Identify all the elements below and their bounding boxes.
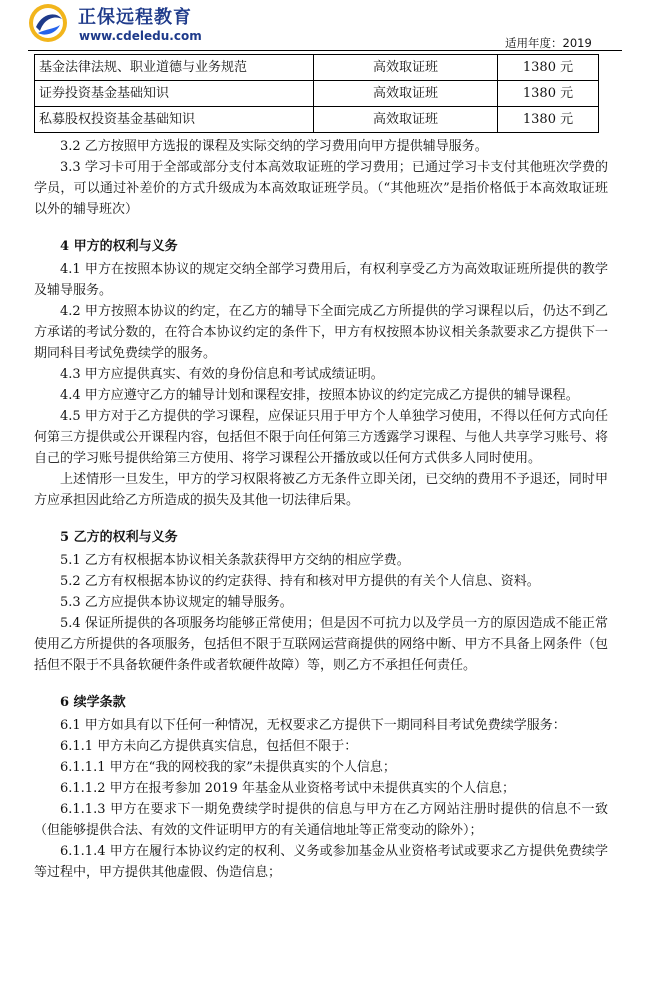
agreement-body bbox=[34, 136, 608, 883]
table-row bbox=[35, 81, 599, 107]
clause-4-1: 4.1 甲方在按照本协议的规定交纳全部学习费用后，有权利享受乙方为高效取证班所提供的教学及辅导服务。 bbox=[34, 262, 608, 298]
clause-3-2: 3.2 乙方按照甲方选报的课程及实际交纳的学习费用向甲方提供辅导服务。 bbox=[60, 139, 488, 154]
clause-6-1-1-1: 6.1.1.1 甲方在“我的网校我的家”未提供真实的个人信息； bbox=[60, 760, 396, 775]
clause-6-1-1-4: 6.1.1.4 甲方在履行本协议约定的权利、义务或参加基金从业资格考试或要求乙方提供免费续学等过程中，甲方提供其他虚假、伪造信息； bbox=[34, 844, 608, 880]
section-4-heading: 4 甲方的权利与义务 bbox=[60, 239, 178, 254]
course-cell: 私募股权投资基金基础知识 bbox=[35, 107, 314, 133]
clause-6-1-1: 6.1.1 甲方未向乙方提供真实信息，包括但不限于： bbox=[60, 739, 358, 754]
price-cell: 1380 元 bbox=[498, 81, 599, 107]
clause-5-3: 5.3 乙方应提供本协议规定的辅导服务。 bbox=[60, 595, 293, 610]
table-row bbox=[35, 55, 599, 81]
applicable-year: 适用年度：2019 bbox=[505, 36, 592, 50]
brand-name: 正保远程教育 bbox=[78, 7, 192, 28]
site-url: www.cdeledu.com bbox=[79, 29, 202, 43]
course-cell: 基金法律法规、职业道德与业务规范 bbox=[35, 55, 314, 81]
course-cell: 证券投资基金基础知识 bbox=[35, 81, 314, 107]
clause-6-1-1-3: 6.1.1.3 甲方在要求下一期免费续学时提供的信息与甲方在乙方网站注册时提供的信息不一致（但能够提供合法、有效的文件证明甲方的有关通信地址等正常变动的除外）； bbox=[34, 802, 608, 838]
class-cell: 高效取证班 bbox=[314, 55, 498, 81]
class-cell: 高效取证班 bbox=[314, 107, 498, 133]
clause-5-4: 5.4 保证所提供的各项服务均能够正常使用；但是因不可抗力以及学员一方的原因造成不能正常使用乙方所提供的各项服务，包括但不限于互联网运营商提供的网络中断、甲方不具备上网条件（包括但不限于不具备软硬件条件或者软硬件故障）等，则乙方不承担任何责任。 bbox=[34, 616, 608, 673]
class-cell: 高效取证班 bbox=[314, 81, 498, 107]
clause-4-2: 4.2 甲方按照本协议的约定，在乙方的辅导下全面完成乙方所提供的学习课程以后，仍达不到乙方承诺的考试分数的，在符合本协议约定的条件下，甲方有权按照本协议相关条款要求乙方提供下一期同科目考试免费续学的服务。 bbox=[34, 304, 608, 361]
header-divider bbox=[28, 50, 622, 51]
cdeledu-logo-icon bbox=[28, 3, 68, 43]
clause-5-2: 5.2 乙方有权根据本协议的约定获得、持有和核对甲方提供的有关个人信息、资料。 bbox=[60, 574, 540, 589]
section-6-heading: 6 续学条款 bbox=[60, 695, 126, 710]
section-5-heading: 5 乙方的权利与义务 bbox=[60, 530, 178, 545]
clause-4-note: 上述情形一旦发生，甲方的学习权限将被乙方无条件立即关闭，已交纳的费用不予退还，同时甲方应承担因此给乙方所造成的损失及其他一切法律后果。 bbox=[34, 472, 608, 508]
clause-3-3: 3.3 学习卡可用于全部或部分支付本高效取证班的学习费用；已通过学习卡支付其他班次学费的学员，可以通过补差价的方式升级成为本高效取证班学员。（“其他班次”是指价格低于本高效取证班以外的辅导班次） bbox=[34, 160, 608, 217]
clause-4-3: 4.3 甲方应提供真实、有效的身份信息和考试成绩证明。 bbox=[60, 367, 384, 382]
page-header bbox=[0, 0, 650, 52]
clause-4-4: 4.4 甲方应遵守乙方的辅导计划和课程安排，按照本协议的约定完成乙方提供的辅导课程。 bbox=[60, 388, 579, 403]
price-cell: 1380 元 bbox=[498, 55, 599, 81]
table-row bbox=[35, 107, 599, 133]
fee-table bbox=[34, 54, 599, 133]
price-cell: 1380 元 bbox=[498, 107, 599, 133]
clause-4-5: 4.5 甲方对于乙方提供的学习课程，应保证只用于甲方个人单独学习使用，不得以任何方式向任何第三方提供或公开课程内容，包括但不限于向任何第三方透露学习课程、与他人共享学习账号、将自己的学习账号提供给第三方使用、将学习课程公开播放或以任何方式供多人同时使用。 bbox=[34, 409, 608, 466]
clause-6-1: 6.1 甲方如具有以下任何一种情况，无权要求乙方提供下一期同科目考试免费续学服务： bbox=[60, 718, 566, 733]
clause-6-1-1-2: 6.1.1.2 甲方在报考参加 2019 年基金从业资格考试中未提供真实的个人信息； bbox=[60, 781, 515, 796]
clause-5-1: 5.1 乙方有权根据本协议相关条款获得甲方交纳的相应学费。 bbox=[60, 553, 410, 568]
